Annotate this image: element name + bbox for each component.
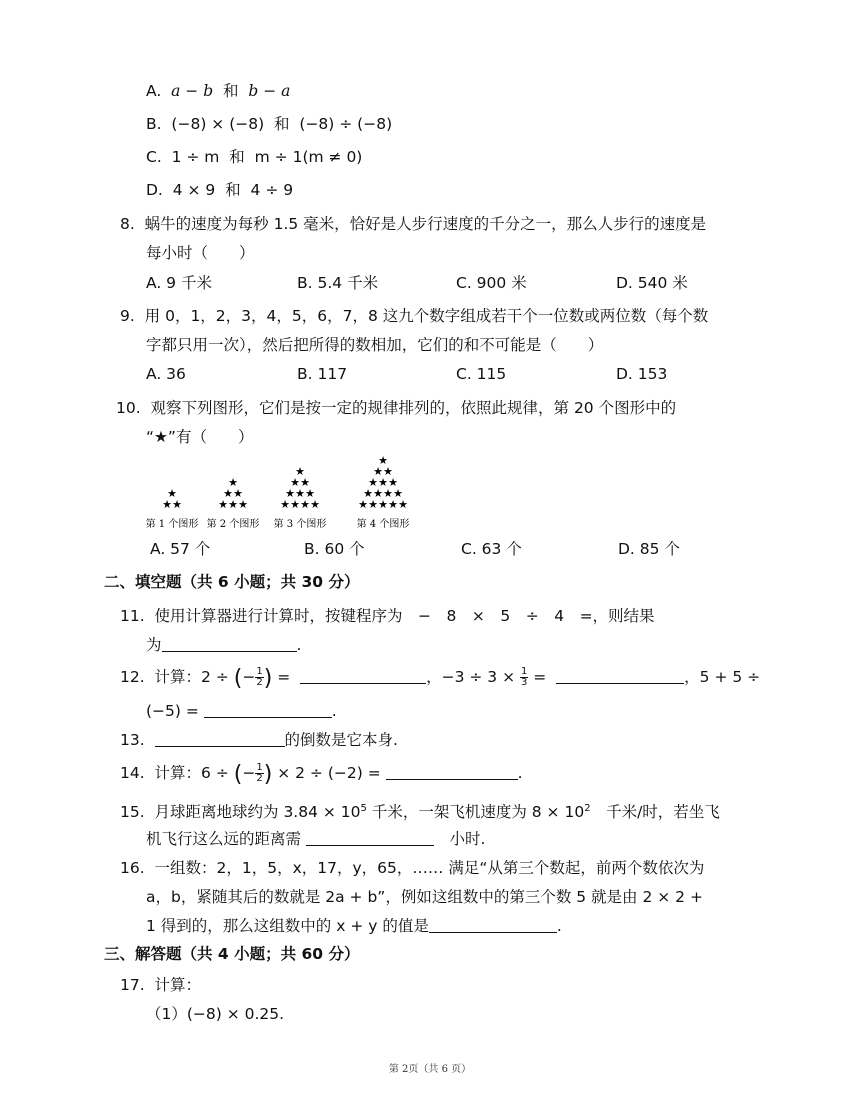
star-mark: ★ xyxy=(383,487,393,500)
page-footer: 第 2页（共 6 页） xyxy=(388,1064,472,1075)
star-mark: ★ xyxy=(358,498,368,511)
q13-line: 13. 的倒数是它本身. xyxy=(120,731,398,749)
q8-number: 8. xyxy=(120,215,135,233)
q10-option-b: B. 60 个 xyxy=(304,540,365,558)
star-mark: ★ xyxy=(228,498,238,511)
star-pattern-figures xyxy=(140,455,430,535)
q17-part1: （1）(−8) × 0.25. xyxy=(146,1005,285,1023)
star-mark: ★ xyxy=(305,487,315,500)
fraction: $\frac{1}{2}$ xyxy=(256,666,263,688)
q10-line1: 10. 观察下列图形，它们是按一定的规律排列的，依照此规律，第 20 个图形中的 xyxy=(116,399,677,417)
figure-caption: 第 2 个图形 xyxy=(206,519,260,530)
q9-number: 9. xyxy=(120,307,135,325)
q10-option-c: C. 63 个 xyxy=(461,540,522,558)
q11-number: 11. xyxy=(120,607,145,625)
q17-number: 17. xyxy=(120,976,145,994)
star-mark: ★ xyxy=(378,455,388,467)
q9-option-d: D. 153 xyxy=(616,365,668,383)
answer-blank[interactable] xyxy=(386,763,518,780)
q11-line2: 为 . xyxy=(146,636,302,654)
q7-option-b: B. (−8) × (−8) 和 (−8) ÷ (−8) xyxy=(146,115,393,133)
star-mark: ★ xyxy=(388,498,398,511)
star-mark: ★ xyxy=(373,487,383,500)
star-mark: ★ xyxy=(378,476,388,489)
q15-line2: 机飞行这么远的距离需 小时. xyxy=(146,830,486,848)
q10-line2: “★”有（ ） xyxy=(146,428,254,446)
answer-blank[interactable] xyxy=(155,730,285,747)
star-mark: ★ xyxy=(218,498,228,511)
q11-line1: 11. 使用计算器进行计算时，按键程序为 − 8 × 5 ÷ 4 =，则结果 xyxy=(120,607,655,625)
q8-option-d: D. 540 米 xyxy=(616,274,688,292)
fraction: $\frac{1}{3}$ xyxy=(521,666,528,688)
star-mark: ★ xyxy=(280,498,290,511)
star-mark: ★ xyxy=(368,476,378,489)
q12-line1: 12. 计算：2 ÷ (− $\frac{1}{2}$ ) = ，−3 ÷ 3 × $\frac{1}{3}$ = ，5 + 5 ÷ xyxy=(120,666,761,691)
q15-line1: 15. 月球距离地球约为 $3.84 \times 10^5$ 千米，一架飞机速度为 $8 \times 10^2$ 千米/时，若坐飞 xyxy=(120,803,720,822)
q8-option-a: A. 9 千米 xyxy=(146,274,212,292)
q9-option-a: A. 36 xyxy=(146,365,186,383)
star-mark: ★ xyxy=(300,498,310,511)
q16-line1: 16. 一组数：2，1，5，x，17，y，65，…… 满足“从第三个数起，前两个数依次为 xyxy=(120,859,705,877)
figure-caption: 第 1 个图形 xyxy=(145,519,199,530)
fraction: $\frac{1}{2}$ xyxy=(256,762,263,784)
section-title-solutions: 三、解答题（共 4 小题；共 60 分） xyxy=(104,945,360,963)
q9-option-b: B. 117 xyxy=(297,365,348,383)
q10-option-d: D. 85 个 xyxy=(618,540,680,558)
q12-number: 12. xyxy=(120,668,145,686)
star-mark: ★ xyxy=(233,487,243,500)
q16-number: 16. xyxy=(120,859,145,877)
q16-line3: 1 得到的，那么这组数中的 x + y 的值是 . xyxy=(146,917,562,935)
star-mark: ★ xyxy=(378,498,388,511)
q17-line1: 17. 计算： xyxy=(120,976,202,994)
q15-number: 15. xyxy=(120,803,145,822)
star-mark: ★ xyxy=(290,476,300,489)
q8-option-c: C. 900 米 xyxy=(456,274,527,292)
figure-caption: 第 4 个图形 xyxy=(356,519,410,530)
q7-option-c: C. 1 ÷ m 和 m ÷ 1(m ≠ 0) xyxy=(146,148,363,166)
q16-line2: a，b，紧随其后的数就是 2a + b”，例如这组数中的第三个数 5 就是由 2 × 2 + xyxy=(146,888,703,906)
star-mark: ★ xyxy=(290,498,300,511)
answer-blank[interactable] xyxy=(556,667,684,684)
answer-blank[interactable] xyxy=(306,829,434,846)
q10-number: 10. xyxy=(116,399,141,417)
answer-blank[interactable] xyxy=(429,916,557,933)
star-mark: ★ xyxy=(310,498,320,511)
q14-number: 14. xyxy=(120,764,145,782)
star-mark: ★ xyxy=(373,465,383,478)
star-mark: ★ xyxy=(398,498,408,511)
star-mark: ★ xyxy=(238,498,248,511)
star-mark: ★ xyxy=(368,498,378,511)
q9-option-c: C. 115 xyxy=(456,365,507,383)
q9-line1: 9. 用 0，1，2，3，4，5，6，7，8 这九个数字组成若干个一位数或两位数（每个数 xyxy=(120,307,709,325)
star-mark: ★ xyxy=(167,487,177,500)
answer-blank[interactable] xyxy=(162,635,297,652)
star-mark: ★ xyxy=(228,476,238,489)
section-title-fill-in: 二、填空题（共 6 小题；共 30 分） xyxy=(104,573,360,591)
q8-line1: 8. 蜗牛的速度为每秒 1.5 毫米，恰好是人步行速度的千分之一，那么人步行的速度是 xyxy=(120,215,707,233)
star-mark: ★ xyxy=(295,465,305,478)
star-mark: ★ xyxy=(172,498,182,511)
star-mark: ★ xyxy=(223,487,233,500)
q12-line2: (−5) = . xyxy=(146,702,337,720)
answer-blank[interactable] xyxy=(204,701,332,718)
star-mark: ★ xyxy=(363,487,373,500)
q8-option-b: B. 5.4 千米 xyxy=(297,274,379,292)
star-mark: ★ xyxy=(295,487,305,500)
q7-option-d: D. 4 × 9 和 4 ÷ 9 xyxy=(146,181,294,199)
q14-line: 14. 计算：6 ÷ (− $\frac{1}{2}$ ) × 2 ÷ (−2) = . xyxy=(120,762,523,787)
answer-blank[interactable] xyxy=(300,667,426,684)
star-mark: ★ xyxy=(393,487,403,500)
star-mark: ★ xyxy=(388,476,398,489)
figure-caption: 第 3 个图形 xyxy=(273,519,327,530)
q7-option-a: A. a − b 和 b − a xyxy=(146,82,291,100)
star-mark: ★ xyxy=(383,465,393,478)
q13-number: 13. xyxy=(120,731,145,749)
star-mark: ★ xyxy=(300,476,310,489)
q8-line2: 每小时（ ） xyxy=(146,244,255,262)
star-mark: ★ xyxy=(162,498,172,511)
star-mark: ★ xyxy=(285,487,295,500)
q10-option-a: A. 57 个 xyxy=(150,540,211,558)
q9-line2: 字都只用一次），然后把所得的数相加，它们的和不可能是（ ） xyxy=(146,336,604,354)
